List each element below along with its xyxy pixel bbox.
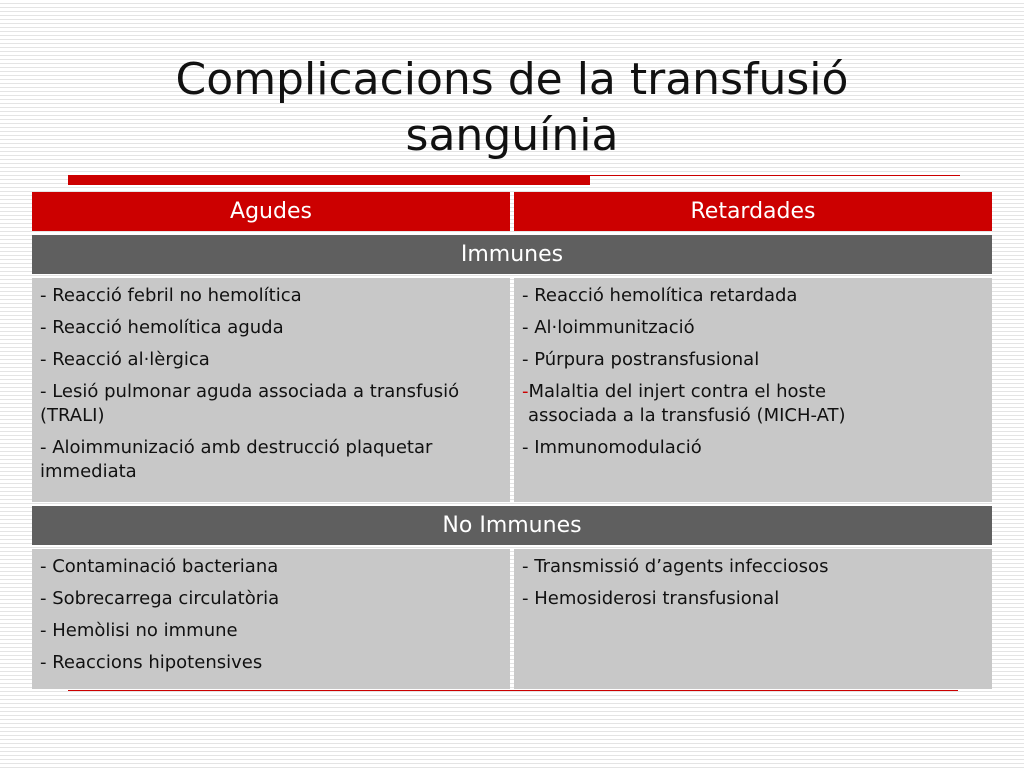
list-item: - Hemòlisi no immune	[40, 620, 238, 641]
section-row-no-immunes	[32, 506, 992, 545]
cell-immunes-agudes	[32, 278, 510, 502]
cell-immunes-retardades	[514, 278, 992, 502]
list-item: - Reacció febril no hemolítica	[40, 285, 302, 306]
title-underline-thick	[68, 175, 590, 185]
section-label-immunes: Immunes	[32, 235, 992, 274]
content-row-immunes	[32, 278, 992, 502]
list-item-mich	[522, 380, 984, 404]
list-item: - Sobrecarrega circulatòria	[40, 588, 280, 609]
slide-title-line-2: sanguínia	[405, 110, 619, 161]
cell-no-immunes-retardades	[514, 549, 992, 689]
list-item-text: Malaltia del injert contra el hoste	[528, 381, 827, 402]
list-item-continuation: associada a la transfusió (MICH-AT)	[528, 405, 846, 426]
slide-title	[100, 52, 924, 164]
list-item: - Reacció al·lèrgica	[40, 349, 210, 370]
list-item: - Reacció hemolítica retardada	[522, 285, 798, 306]
list-item: - Púrpura postransfusional	[522, 349, 760, 370]
header-row	[32, 192, 992, 231]
list-item: - Aloimmunizació amb destrucció plaquetar immediata	[40, 437, 433, 482]
list-item: - Lesió pulmonar aguda associada a transfusió (TRALI)	[40, 381, 460, 426]
complications-table	[28, 188, 996, 693]
list-item: - Al·loimmunització	[522, 317, 695, 338]
list-item: - Reacció hemolítica aguda	[40, 317, 284, 338]
title-underline-thin	[590, 175, 960, 176]
list-item: - Reaccions hipotensives	[40, 652, 263, 673]
list-item: - Contaminació bacteriana	[40, 556, 279, 577]
cell-no-immunes-agudes	[32, 549, 510, 689]
section-label-no-immunes: No Immunes	[32, 506, 992, 545]
header-retardades: Retardades	[514, 192, 992, 231]
list-item: - Hemosiderosi transfusional	[522, 588, 780, 609]
red-dash: -	[522, 381, 529, 402]
content-row-no-immunes	[32, 549, 992, 689]
bottom-rule	[68, 690, 958, 691]
section-row-immunes	[32, 235, 992, 274]
header-agudes: Agudes	[32, 192, 510, 231]
slide-title-line-1: Complicacions de la transfusió	[175, 54, 849, 105]
list-item: - Immunomodulació	[522, 437, 702, 458]
list-item: - Transmissió d’agents infecciosos	[522, 556, 829, 577]
